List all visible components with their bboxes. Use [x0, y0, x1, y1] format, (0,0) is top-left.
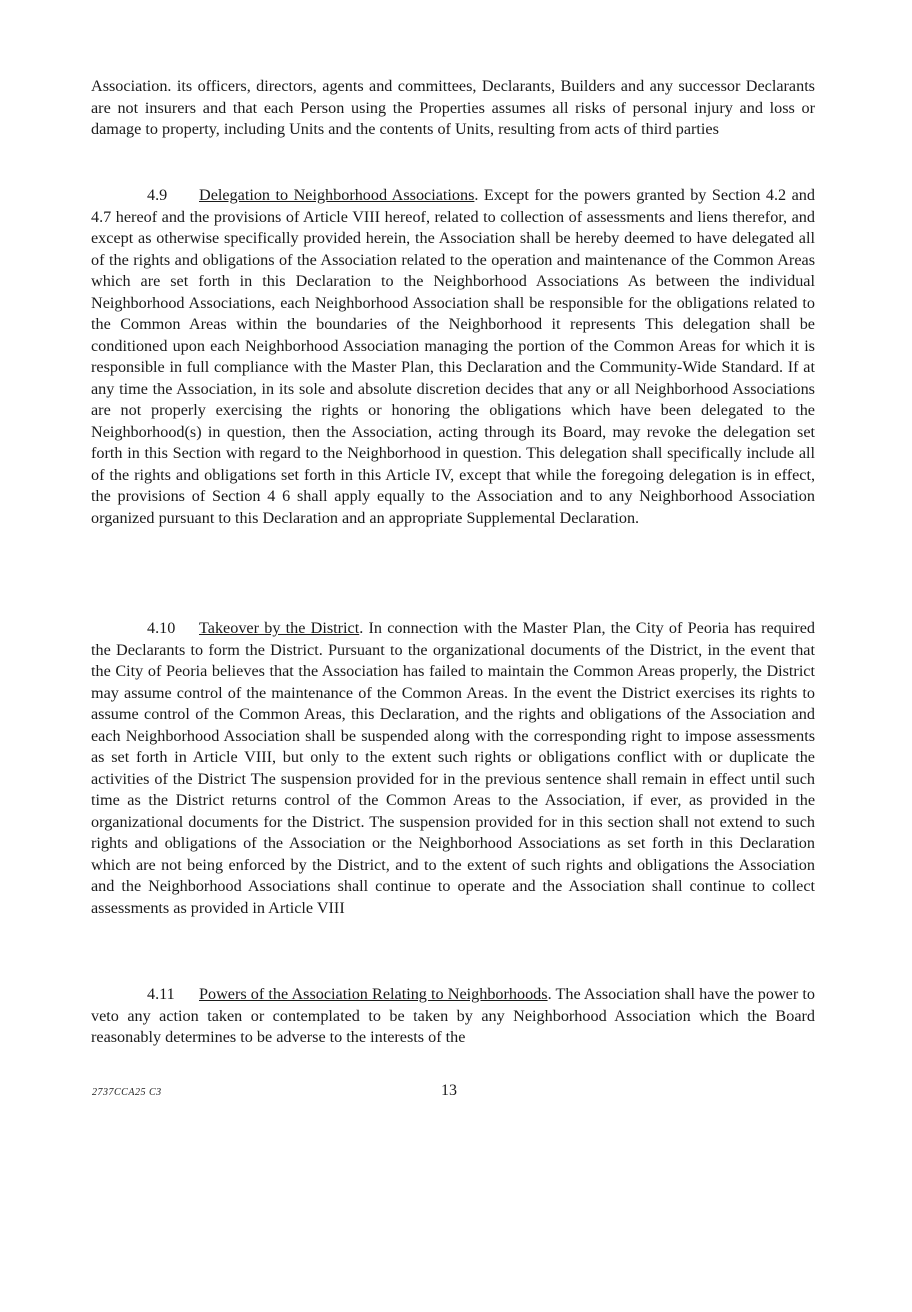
- section-number: 4.9: [147, 186, 168, 204]
- section-heading: Takeover by the District: [199, 619, 360, 637]
- section-number: 4.10: [147, 619, 176, 637]
- section-body: . The Association shall have the power to veto any action taken or contemplated to be taken by any Neighborhood Association which the Board reasonably determines to be adverse to the interests of the: [91, 985, 815, 1046]
- section-heading: Delegation to Neighborhood Associations: [199, 186, 475, 204]
- document-code: 2737CCA25 C3: [92, 1087, 162, 1098]
- section-heading: Powers of the Association Relating to Neighborhoods: [199, 985, 548, 1003]
- section-body: . In connection with the Master Plan, the City of Peoria has required the Declarants to form the District. Pursuant to the organizational documents of the District, in the event that the City of Peoria believes that the Association has failed to maintain the Common Areas properly, the District may assume control of the maintenance of the Common Areas. In the event the District exercises its rights to assume control of the Common Areas, this Declaration, and the rights and obligations of the Association and each Neighborhood Association shall be suspended along with the corresponding right to impose assessments as set forth in Article VIII, but only to the extent such rights or obligations conflict with or duplicate the activities of the District The suspension provided for in the previous sentence shall remain in effect until such time as the District returns control of the Common Areas to the Association, if ever, as provided in the organizational documents for the District. The suspension provided for in this section shall not extend to such rights and obligations of the Association or the Neighborhood Associations as set forth in this Declaration which are not being enforced by the District, and to the extent of such rights and obligations the Association and the Neighborhood Associations shall continue to operate and the Association shall continue to collect assessments as provided in Article VIII: [91, 619, 815, 917]
- section-4-11: [91, 984, 815, 1049]
- section-4-10: [91, 618, 815, 919]
- page-number: 13: [441, 1082, 457, 1099]
- section-number: 4.11: [147, 985, 175, 1003]
- section-body: . Except for the powers granted by Section 4.2 and 4.7 hereof and the provisions of Article VIII hereof, related to collection of assessments and liens therefor, and except as otherwise specifically provided herein, the Association shall be hereby deemed to have delegated all of the rights and obligations of the Association related to the operation and maintenance of the Common Areas which are set forth in this Declaration to the Neighborhood Associations As between the individual Neighborhood Associations, each Neighborhood Association shall be responsible for the obligations related to the Common Areas within the boundaries of the Neighborhood it represents This delegation shall be conditioned upon each Neighborhood Association managing the portion of the Common Areas for which it is responsible in full compliance with the Master Plan, this Declaration and the Community-Wide Standard. If at any time the Association, in its sole and absolute discretion decides that any or all Neighborhood Associations are not properly exercising the rights or honoring the obligations which have been delegated to the Neighborhood(s) in question, then the Association, acting through its Board, may revoke the delegation set forth in this Section with regard to the Neighborhood in question. This delegation shall specifically include all of the rights and obligations set forth in this Article IV, except that while the foregoing delegation is in effect, the provisions of Section 4 6 shall apply equally to the Association and to any Neighborhood Association organized pursuant to this Declaration and an appropriate Supplemental Declaration.: [91, 186, 815, 527]
- section-4-9: [91, 185, 815, 529]
- intro-paragraph: Association. its officers, directors, agents and committees, Declarants, Builders and any successor Declarants are not insurers and that each Person using the Properties assumes all risks of personal injury and loss or damage to property, including Units and the contents of Units, resulting from acts of third parties: [91, 77, 815, 138]
